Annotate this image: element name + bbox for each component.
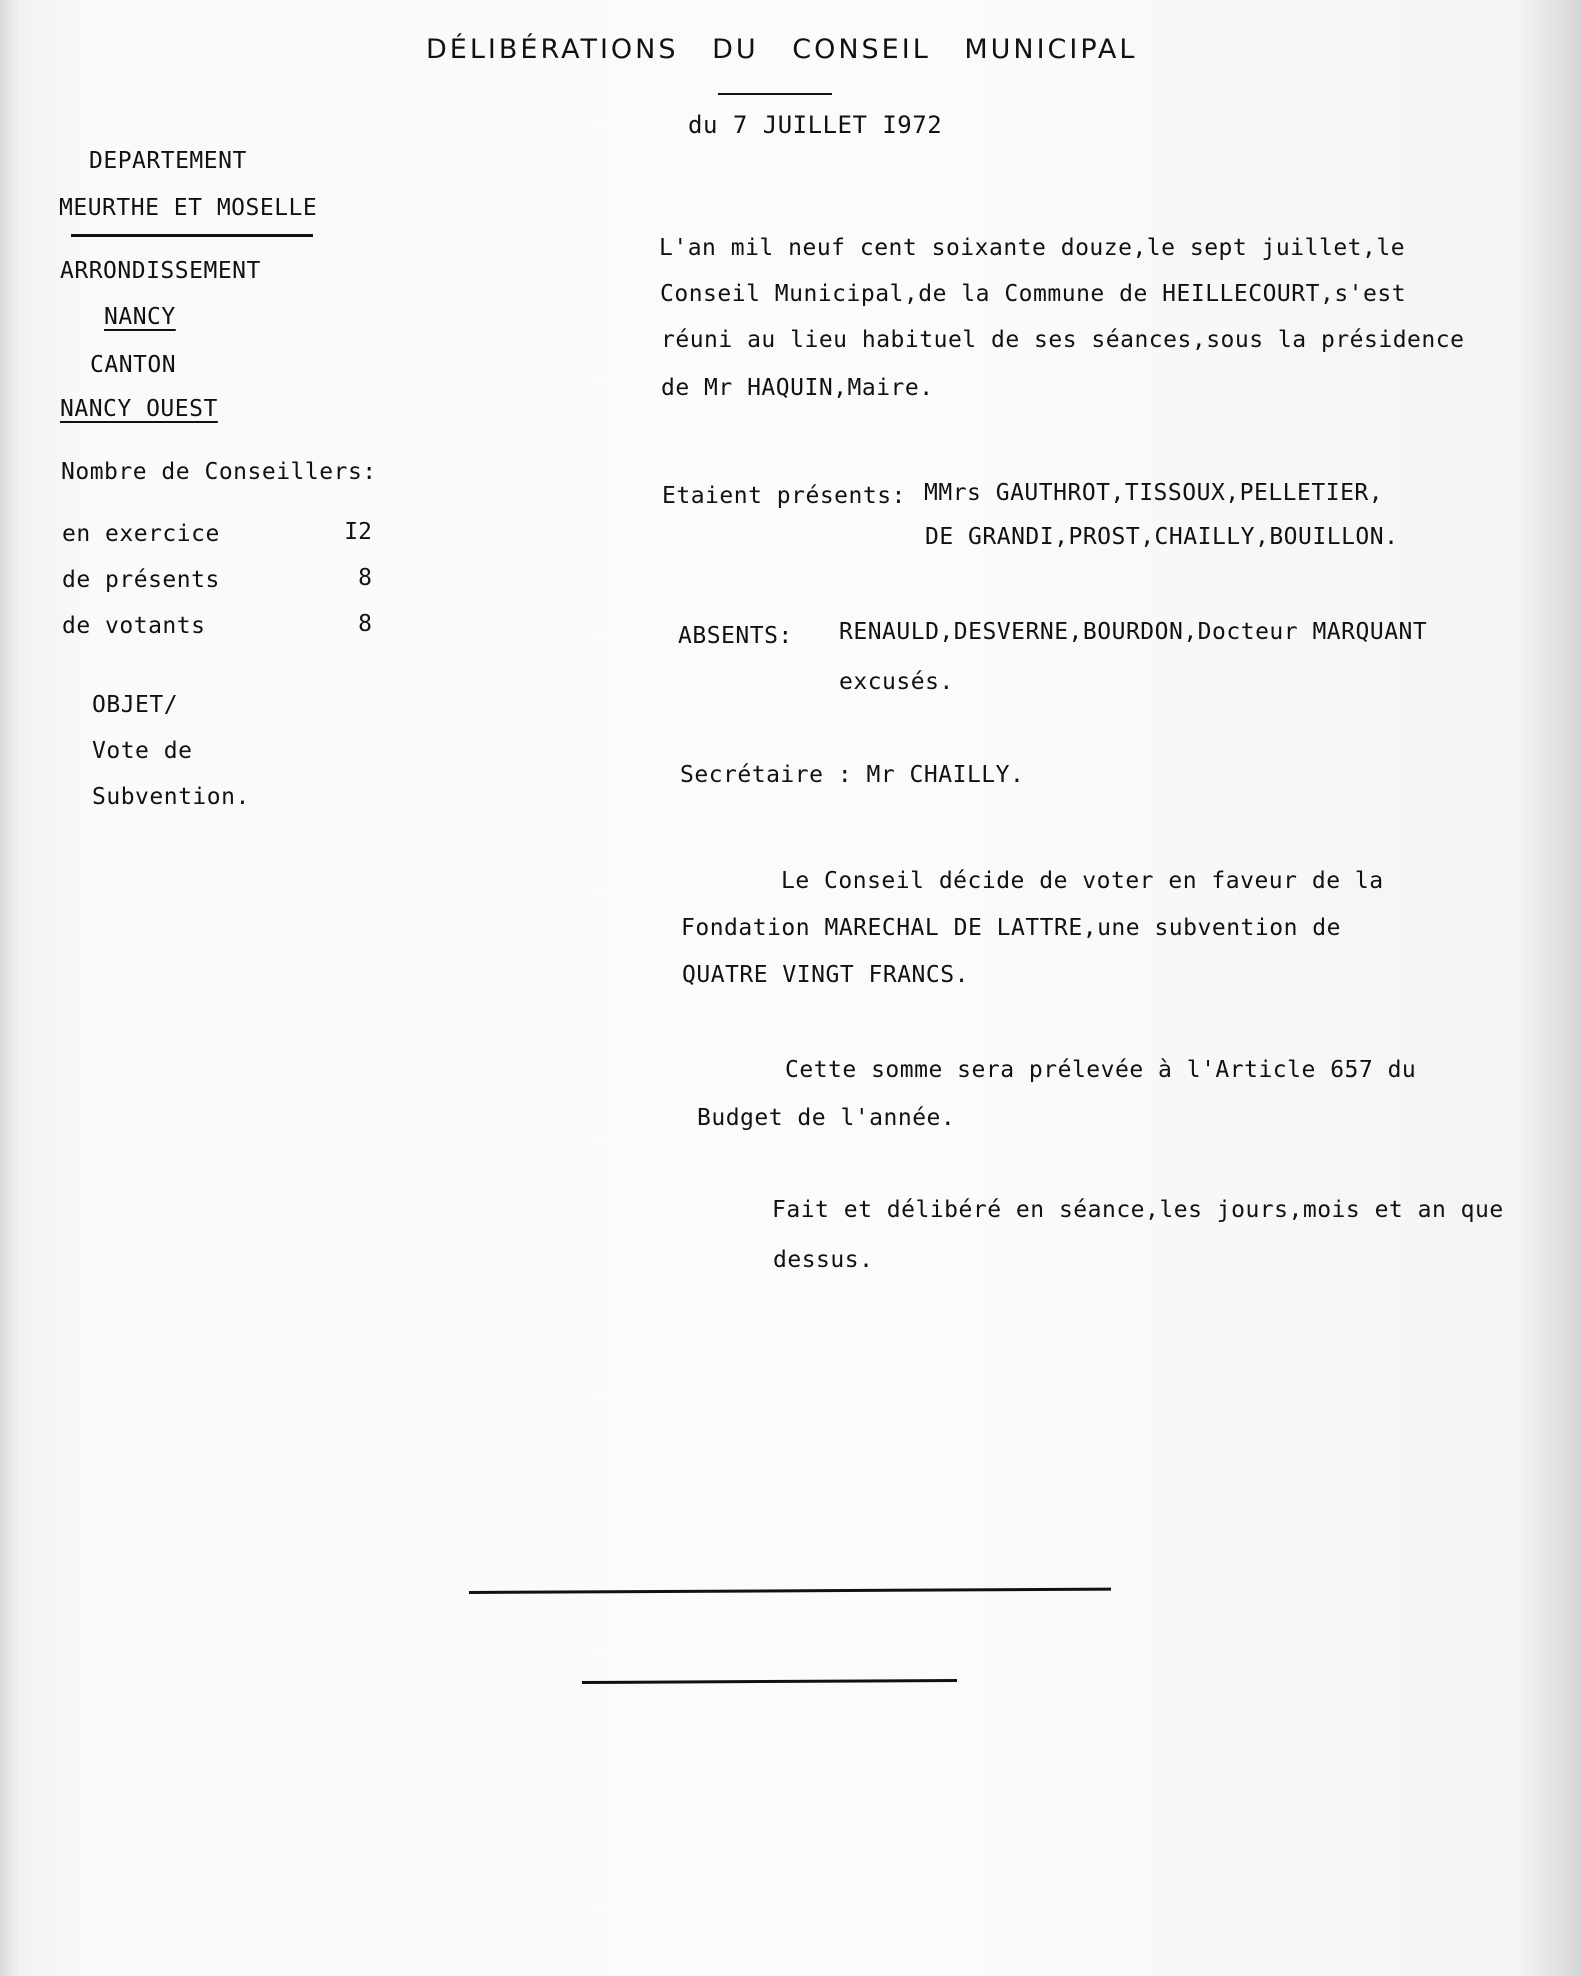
- closing-line: dessus.: [773, 1247, 874, 1273]
- decision-line: QUATRE VINGT FRANCS.: [682, 962, 969, 988]
- canton-value: NANCY OUEST: [60, 396, 218, 422]
- closing-rule-long: [469, 1588, 1111, 1594]
- intro-line: Conseil Municipal,de la Commune de HEILLECOURT,s'est: [660, 281, 1407, 307]
- objet-line: Subvention.: [92, 784, 250, 810]
- canton-label: CANTON: [90, 352, 177, 378]
- absents-label: ABSENTS:: [678, 623, 793, 649]
- departement-value: MEURTHE ET MOSELLE: [59, 195, 318, 221]
- stat-value-exercice: I2: [344, 519, 372, 545]
- stat-label-exercice: en exercice: [62, 521, 220, 547]
- objet-label: OBJET/: [92, 692, 179, 718]
- document-date: du 7 JUILLET I972: [688, 111, 943, 139]
- arrondissement-value: NANCY: [104, 304, 176, 330]
- stat-label-presents: de présents: [62, 567, 220, 593]
- objet-line: Vote de: [92, 738, 193, 764]
- budget-line: Budget de l'année.: [697, 1105, 956, 1131]
- absents-names: excusés.: [839, 669, 954, 695]
- secretaire: Secrétaire : Mr CHAILLY.: [680, 762, 1025, 788]
- presents-label: Etaient présents:: [662, 483, 906, 509]
- conseillers-title: Nombre de Conseillers:: [61, 459, 377, 485]
- arrondissement-label: ARRONDISSEMENT: [60, 258, 261, 284]
- absents-names: RENAULD,DESVERNE,BOURDON,Docteur MARQUANT: [839, 619, 1428, 645]
- intro-line: réuni au lieu habituel de ses séances,sous la présidence: [661, 327, 1465, 353]
- stat-value-votants: 8: [358, 611, 372, 637]
- budget-line: Cette somme sera prélevée à l'Article 657 du: [785, 1057, 1417, 1083]
- presents-names: DE GRANDI,PROST,CHAILLY,BOUILLON.: [925, 524, 1399, 550]
- stat-value-presents: 8: [358, 565, 372, 591]
- stat-label-votants: de votants: [62, 613, 206, 639]
- departement-rule: [71, 234, 313, 237]
- decision-line: Fondation MARECHAL DE LATTRE,une subvention de: [681, 915, 1341, 941]
- intro-line: de Mr HAQUIN,Maire.: [661, 375, 934, 401]
- presents-names: MMrs GAUTHROT,TISSOUX,PELLETIER,: [924, 480, 1384, 506]
- closing-rule-short: [582, 1679, 957, 1684]
- intro-line: L'an mil neuf cent soixante douze,le sept juillet,le: [659, 235, 1406, 261]
- title-rule: [718, 93, 832, 95]
- departement-label: DEPARTEMENT: [89, 148, 247, 174]
- closing-line: Fait et délibéré en séance,les jours,mois et an que: [772, 1197, 1504, 1223]
- decision-line: Le Conseil décide de voter en faveur de la: [781, 868, 1384, 894]
- document-title: DÉLIBÉRATIONS DU CONSEIL MUNICIPAL: [426, 34, 1138, 65]
